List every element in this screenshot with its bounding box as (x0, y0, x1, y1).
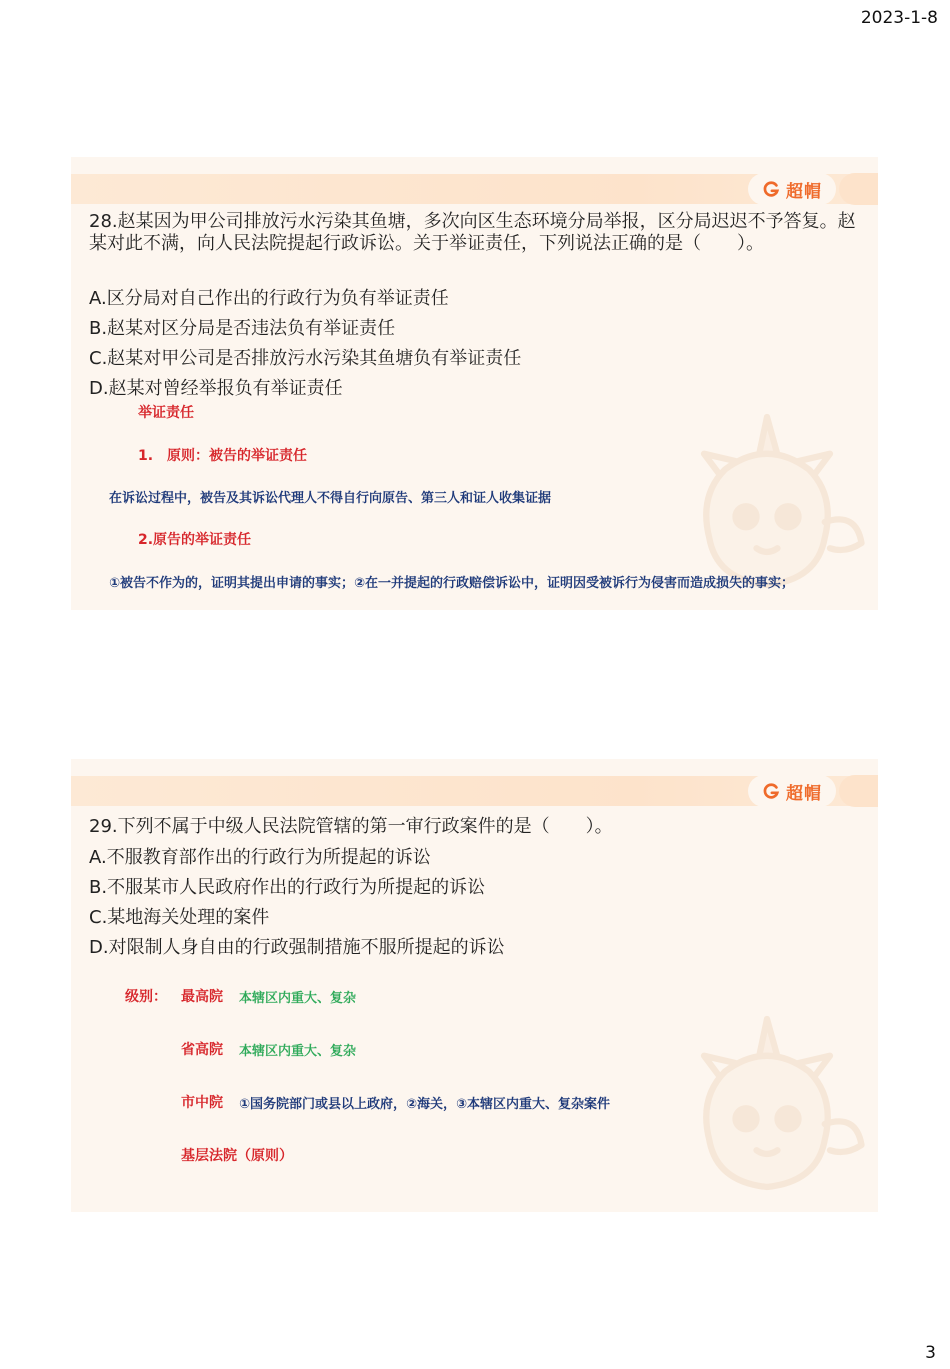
option-a: A.区分局对自己作出的行政行为负有举证责任 (89, 288, 449, 309)
question-text: 29.下列不属于中级人民法院管辖的第一审行政案件的是（ ）。 (89, 816, 613, 837)
option-b: B.赵某对区分局是否违法负有举证责任 (89, 318, 396, 339)
question-text: 28.赵某因为甲公司排放污水污染其鱼塘，多次向区生态环境分局举报，区分局迟迟不予答复。赵某对此不满，向人民法院提起行政诉讼。关于举证责任，下列说法正确的是（ ）。 (89, 211, 856, 254)
court-intermediate: 市中院 (181, 1095, 223, 1111)
option-a: A.不服教育部作出的行政行为所提起的诉讼 (89, 847, 431, 868)
option-c: C.某地海关处理的案件 (89, 907, 270, 928)
brand-g-icon (762, 180, 780, 198)
court-intermediate-scope: ①国务院部门或县以上政府，②海关，③本辖区内重大、复杂案件 (239, 1097, 611, 1112)
court-supreme-scope: 本辖区内重大、复杂 (239, 991, 357, 1006)
brand-logo (748, 775, 836, 807)
option-d: D.对限制人身自由的行政强制措施不服所提起的诉讼 (89, 937, 505, 958)
note-principle: 1. 原则：被告的举证责任 (138, 448, 308, 464)
unicorn-watermark-icon (662, 998, 872, 1208)
brand-g-icon (762, 782, 780, 800)
page-date: 2023-1-8 (860, 8, 938, 28)
option-b: B.不服某市人民政府作出的行政行为所提起的诉讼 (89, 877, 486, 898)
court-supreme: 最高院 (181, 989, 223, 1005)
page-number: 3 (925, 1343, 936, 1363)
note-level-label: 级别： (125, 989, 167, 1005)
header-band-end (839, 173, 878, 205)
brand-name: 超帽 (786, 783, 822, 804)
option-d: D.赵某对曾经举报负有举证责任 (89, 378, 343, 399)
slide-question-28 (71, 157, 878, 610)
header-band-end (839, 775, 878, 807)
note-plaintiff-detail: ①被告不作为的，证明其提出申请的事实；②在一并提起的行政赔偿诉讼中，证明因受被诉行为侵害而造成损失的事实； (109, 576, 795, 591)
note-plaintiff: 2.原告的举证责任 (138, 532, 252, 548)
brand-name: 超帽 (786, 181, 822, 202)
note-principle-detail: 在诉讼过程中，被告及其诉讼代理人不得自行向原告、第三人和证人收集证据 (109, 491, 552, 506)
note-heading: 举证责任 (138, 405, 194, 421)
court-provincial: 省高院 (181, 1042, 223, 1058)
court-basic: 基层法院（原则） (181, 1148, 293, 1164)
brand-logo (748, 173, 836, 205)
court-provincial-scope: 本辖区内重大、复杂 (239, 1044, 357, 1059)
slide-question-29 (71, 759, 878, 1212)
option-c: C.赵某对甲公司是否排放污水污染其鱼塘负有举证责任 (89, 348, 522, 369)
